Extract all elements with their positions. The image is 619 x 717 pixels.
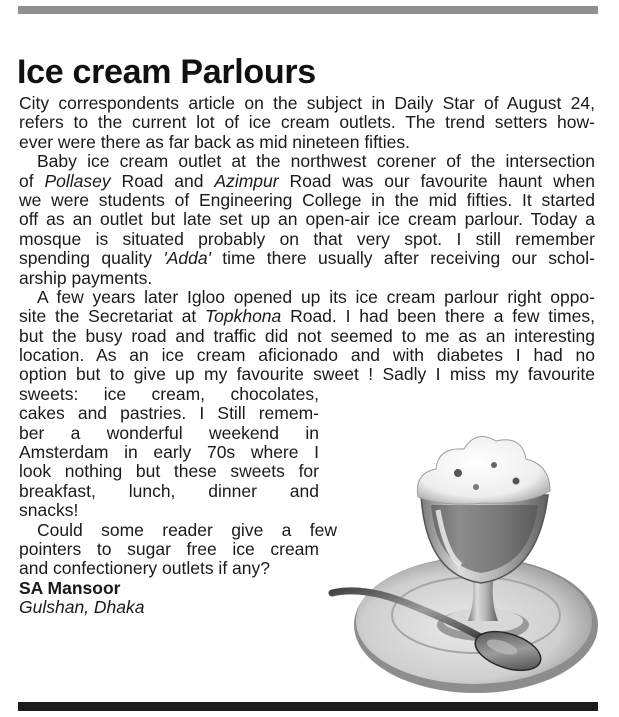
text-line: Amsterdam in early 70s where I <box>19 442 319 463</box>
text-line: refers to the current lot of ice cream outlets. The trend setters how- <box>19 112 595 133</box>
text-fragment: Road. I had been there a few times, <box>281 306 595 327</box>
bottom-rule <box>18 702 598 711</box>
text-line: sweets: ice cream, chocolates, <box>19 383 319 404</box>
text-line: pointers to sugar free ice cream <box>19 538 319 559</box>
text-fragment: site the Secretariat at <box>19 306 206 327</box>
text-line <box>19 172 595 191</box>
author-location: Gulshan, Dhaka <box>19 597 145 618</box>
whipped-cream <box>417 437 550 505</box>
paragraph-1 <box>19 94 595 152</box>
text-line: option but to give up my favourite sweet ! Sadly I miss my favourite <box>19 364 595 385</box>
text-line: City correspondents article on the subject in Daily Star of August 24, <box>19 93 595 113</box>
text-line <box>19 307 595 326</box>
topping-dot <box>513 478 520 485</box>
text-fragment: spending quality <box>19 248 164 269</box>
text-line: Could some reader give a few <box>37 519 337 540</box>
topping-dot <box>473 484 479 490</box>
text-line: ever were there as far back as mid nineteen fifties. <box>19 131 411 152</box>
text-line: ber a wonderful weekend in <box>19 422 319 443</box>
text-line <box>19 249 595 268</box>
text-fragment: Road and <box>110 170 215 191</box>
text-line: look nothing but these sweets for <box>19 461 319 482</box>
author-name: SA Mansoor <box>19 577 121 598</box>
text-fragment: time there usually after receiving our schol- <box>210 248 595 269</box>
text-line: arship payments. <box>19 267 153 288</box>
text-fragment: of <box>19 170 45 191</box>
paragraph-2 <box>19 152 595 288</box>
text-line: snacks! <box>19 500 79 521</box>
text-line: Baby ice cream outlet at the northwest corener of the intersection <box>37 151 595 172</box>
text-line: off as an outlet but late set up an open-air ice cream parlour. Today a <box>19 209 595 230</box>
text-line: mosque is situated probably on that very spot. I still remember <box>19 228 595 249</box>
place-name: Topkhona <box>205 306 282 327</box>
text-line: cakes and pastries. I Still remem- <box>19 403 319 424</box>
text-line: A few years later Igloo opened up its ice cream parlour right oppo- <box>37 286 595 307</box>
text-line: location. As an ice cream aficionado and with diabetes I had no <box>19 345 595 366</box>
text-line: we were students of Engineering College in the mid fifties. It started <box>19 189 595 210</box>
article-title: Ice cream Parlours <box>17 53 316 91</box>
text-fragment: Road was our favourite haunt when <box>278 170 595 191</box>
place-name: Pollasey <box>44 170 111 191</box>
text-line: breakfast, lunch, dinner and <box>19 480 319 501</box>
ice-cream-sundae-photo <box>326 425 600 697</box>
topping-dot <box>491 462 497 468</box>
place-name: Azimpur <box>214 170 279 191</box>
top-rule <box>18 6 598 14</box>
text-line: but the busy road and traffic did not seemed to me as an interesting <box>19 325 595 346</box>
emphasis-word: 'Adda' <box>163 248 211 269</box>
topping-dot <box>454 469 462 477</box>
text-line: and confectionery outlets if any? <box>19 558 270 579</box>
